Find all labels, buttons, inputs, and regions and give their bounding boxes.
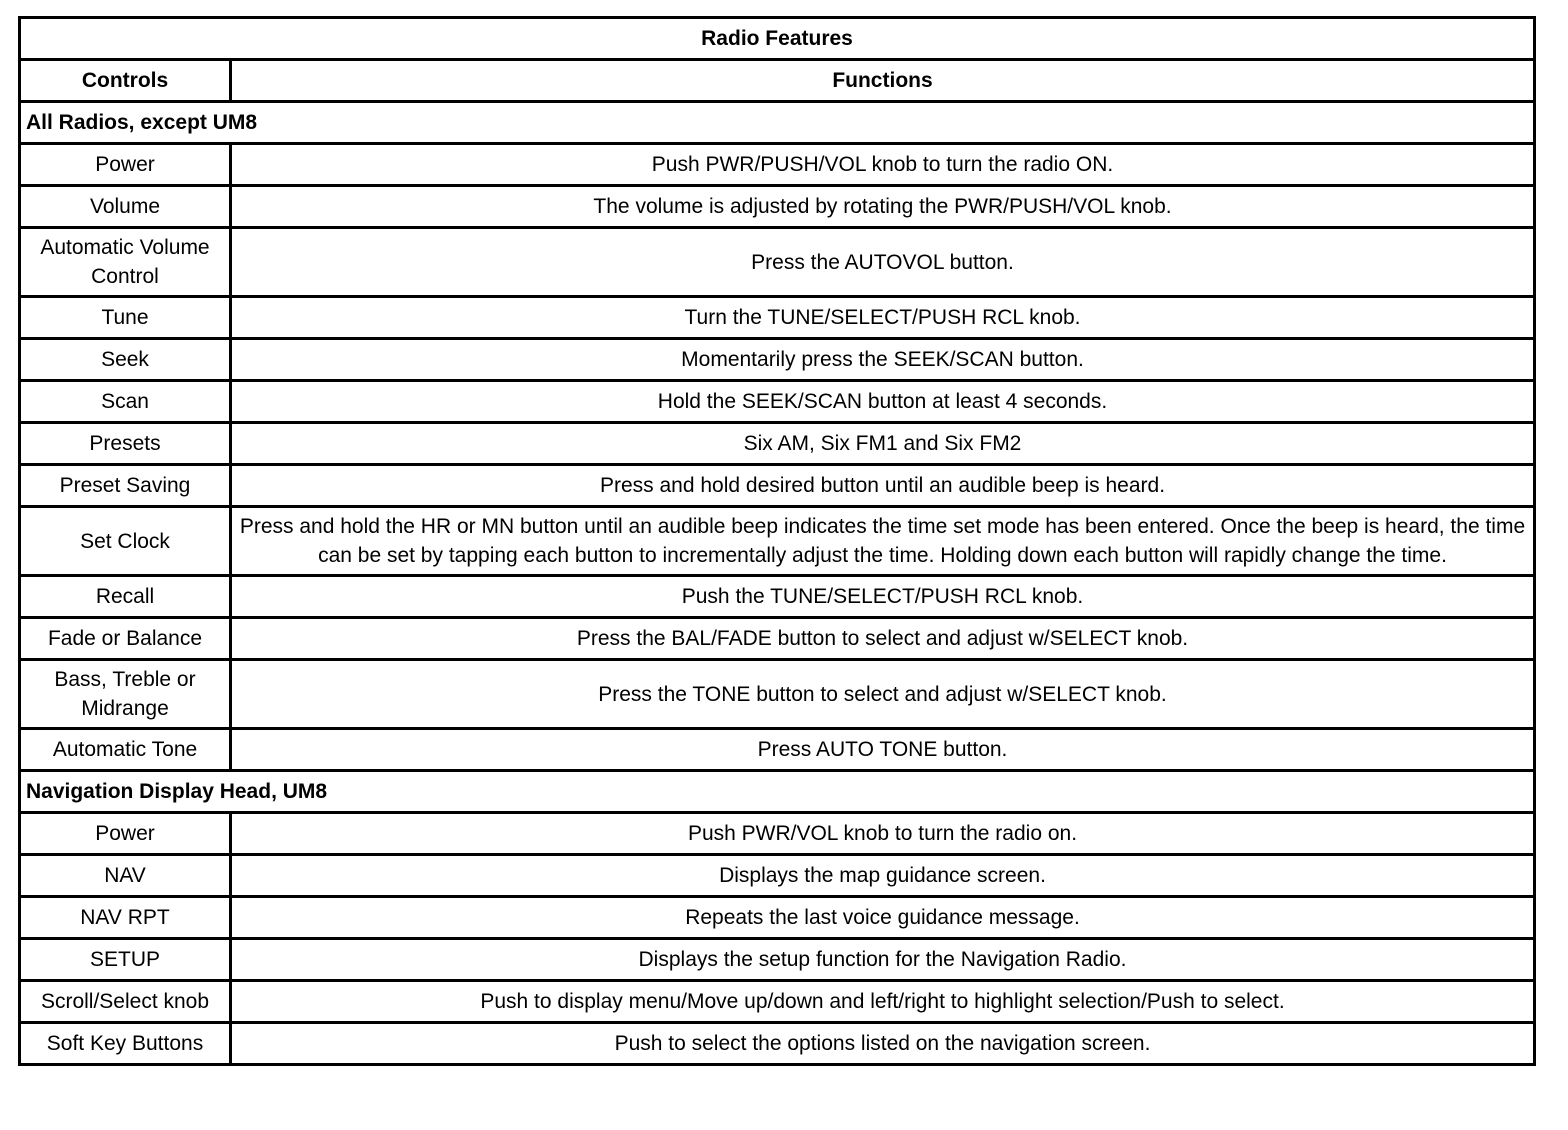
control-cell: Power: [20, 813, 231, 855]
section-heading: Navigation Display Head, UM8: [20, 771, 1535, 813]
control-cell: Automatic Tone: [20, 729, 231, 771]
table-row: [20, 618, 1535, 660]
control-cell: Presets: [20, 423, 231, 465]
table-row: [20, 186, 1535, 228]
control-cell: Bass, Treble or Midrange: [20, 660, 231, 729]
table-row: [20, 981, 1535, 1023]
table-row: [20, 660, 1535, 729]
table-row: [20, 297, 1535, 339]
section-heading-row: [20, 771, 1535, 813]
table-row: [20, 939, 1535, 981]
table-row: [20, 339, 1535, 381]
function-cell: Push to select the options listed on the navigation screen.: [231, 1023, 1535, 1065]
control-cell: Scan: [20, 381, 231, 423]
function-cell: Momentarily press the SEEK/SCAN button.: [231, 339, 1535, 381]
function-cell: Press AUTO TONE button.: [231, 729, 1535, 771]
control-cell: Volume: [20, 186, 231, 228]
table-title: Radio Features: [20, 18, 1535, 60]
controls-column-header: Controls: [20, 60, 231, 102]
control-cell: Tune: [20, 297, 231, 339]
function-cell: Six AM, Six FM1 and Six FM2: [231, 423, 1535, 465]
table-header-row: [20, 60, 1535, 102]
table-row: [20, 465, 1535, 507]
control-cell: NAV: [20, 855, 231, 897]
control-cell: Recall: [20, 576, 231, 618]
control-cell: Power: [20, 144, 231, 186]
table-row: [20, 1023, 1535, 1065]
table-row: [20, 507, 1535, 576]
section-heading: All Radios, except UM8: [20, 102, 1535, 144]
function-cell: Press the TONE button to select and adjust w/SELECT knob.: [231, 660, 1535, 729]
control-cell: Set Clock: [20, 507, 231, 576]
function-cell: Push the TUNE/SELECT/PUSH RCL knob.: [231, 576, 1535, 618]
function-cell: Displays the map guidance screen.: [231, 855, 1535, 897]
radio-features-table: [18, 16, 1536, 1066]
table-row: [20, 144, 1535, 186]
function-cell: Hold the SEEK/SCAN button at least 4 seconds.: [231, 381, 1535, 423]
table-row: [20, 729, 1535, 771]
function-cell: Press and hold the HR or MN button until an audible beep indicates the time set mode has been entered. Once the beep is heard, the time can be set by tapping each button to incrementally adjust the time. Holding down each button will rapidly change the time.: [231, 507, 1535, 576]
table-row: [20, 381, 1535, 423]
control-cell: Seek: [20, 339, 231, 381]
table-row: [20, 897, 1535, 939]
control-cell: SETUP: [20, 939, 231, 981]
control-cell: NAV RPT: [20, 897, 231, 939]
function-cell: Displays the setup function for the Navigation Radio.: [231, 939, 1535, 981]
control-cell: Automatic Volume Control: [20, 228, 231, 297]
table-row: [20, 576, 1535, 618]
table-row: [20, 855, 1535, 897]
function-cell: Press and hold desired button until an audible beep is heard.: [231, 465, 1535, 507]
function-cell: Press the AUTOVOL button.: [231, 228, 1535, 297]
table-title-row: [20, 18, 1535, 60]
control-cell: Preset Saving: [20, 465, 231, 507]
function-cell: Push PWR/PUSH/VOL knob to turn the radio ON.: [231, 144, 1535, 186]
functions-column-header: Functions: [231, 60, 1535, 102]
table-row: [20, 228, 1535, 297]
radio-features-body: [20, 18, 1535, 1065]
table-row: [20, 813, 1535, 855]
function-cell: Push PWR/VOL knob to turn the radio on.: [231, 813, 1535, 855]
function-cell: The volume is adjusted by rotating the PWR/PUSH/VOL knob.: [231, 186, 1535, 228]
function-cell: Push to display menu/Move up/down and left/right to highlight selection/Push to select.: [231, 981, 1535, 1023]
control-cell: Soft Key Buttons: [20, 1023, 231, 1065]
function-cell: Turn the TUNE/SELECT/PUSH RCL knob.: [231, 297, 1535, 339]
control-cell: Scroll/Select knob: [20, 981, 231, 1023]
table-row: [20, 423, 1535, 465]
function-cell: Press the BAL/FADE button to select and adjust w/SELECT knob.: [231, 618, 1535, 660]
section-heading-row: [20, 102, 1535, 144]
control-cell: Fade or Balance: [20, 618, 231, 660]
function-cell: Repeats the last voice guidance message.: [231, 897, 1535, 939]
